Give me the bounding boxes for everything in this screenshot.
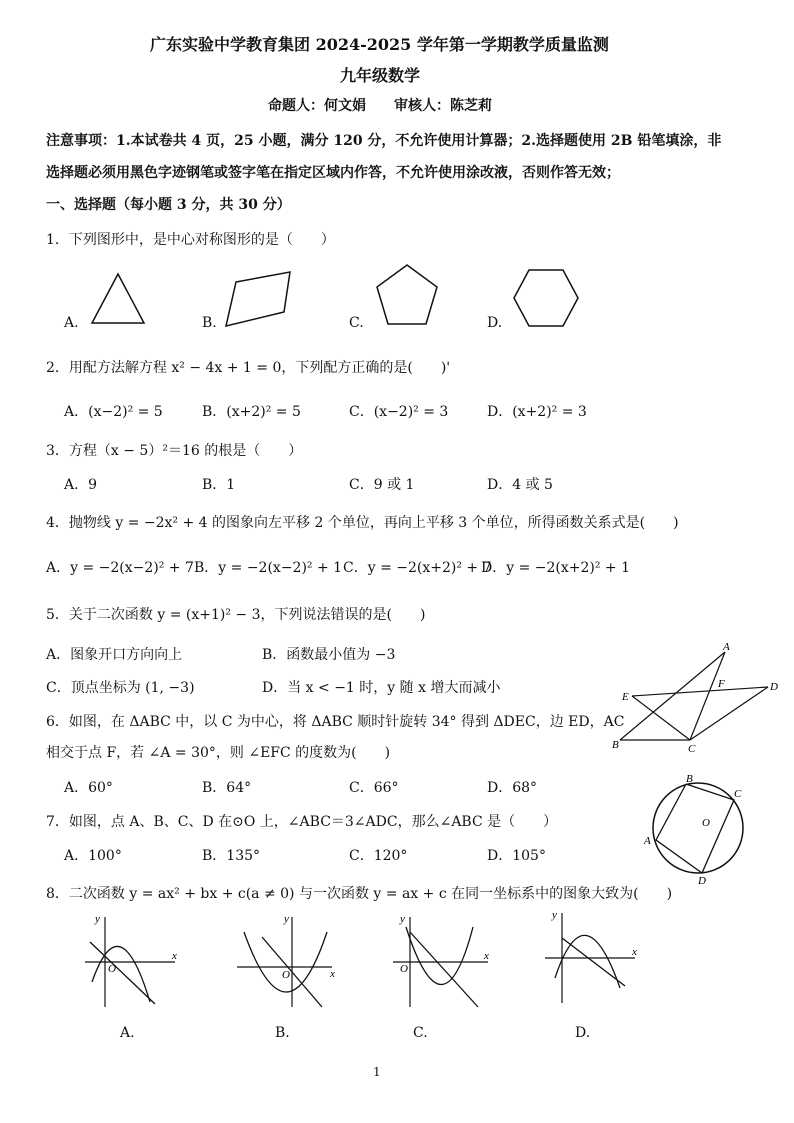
q8-b-x-label: x [330, 968, 335, 980]
q1-figure-pentagon [372, 262, 442, 332]
q8-stem: 8．二次函数 y = ax² + bx + c(a ≠ 0) 与一次函数 y = ax + c 在同一坐标系中的图象大致为( ) [46, 886, 673, 902]
q6-label-e: E [622, 691, 629, 703]
q7-label-d: D [698, 875, 706, 887]
q4-option-c: C．y = −2(x+2)² + 7 [343, 560, 492, 576]
q7-option-d: D．105° [487, 848, 546, 864]
notice-line-1: 注意事项：1.本试卷共 4 页，25 小题，满分 120 分，不允许使用计算器；2.选择题使用 2B 铅笔填涂，非 [46, 133, 722, 149]
q4-option-d: D．y = −2(x+2)² + 1 [481, 560, 631, 576]
q2-option-d: D．(x+2)² = 3 [487, 404, 587, 420]
q3-option-c: C．9 或 1 [349, 477, 415, 493]
q2-stem: 2．用配方法解方程 x² − 4x + 1 = 0，下列配方正确的是( )' [46, 360, 451, 376]
q8-option-b: B. [275, 1025, 290, 1041]
q6-geometry-figure [610, 640, 790, 755]
q1-stem: 1．下列图形中，是中心对称图形的是（ ） [46, 232, 335, 248]
q7-stem: 7．如图，点 A、B、C、D 在⊙O 上，∠ABC＝3∠ADC，那么∠ABC 是（ ） [46, 814, 558, 830]
q7-label-b: B [686, 773, 693, 785]
q8-c-y-label: y [400, 913, 405, 925]
q4-stem: 4．抛物线 y = −2x² + 4 的图象向左平移 2 个单位，再向上平移 3 个单位，所得函数关系式是( ) [46, 515, 679, 531]
q6-option-d: D．68° [487, 780, 538, 796]
q7-option-b: B．135° [202, 848, 261, 864]
q1-option-b: B. [202, 315, 217, 331]
section-heading: 一、选择题（每小题 3 分，共 30 分） [46, 197, 291, 213]
q1-figure-hexagon [512, 268, 580, 330]
q8-option-d: D. [575, 1025, 591, 1041]
q5-stem: 5．关于二次函数 y = (x+1)² − 3，下列说法错误的是( ) [46, 607, 426, 623]
notice-line-2: 选择题必须用黑色字迹钢笔或签字笔在指定区域内作答，不允许使用涂改液，否则作答无效； [46, 165, 620, 181]
q8-a-origin-label: O [108, 963, 116, 975]
q6-label-c: C [688, 743, 696, 755]
q1-option-a: A. [64, 315, 79, 331]
q8-graph-c [388, 912, 498, 1012]
q1-option-d: D. [487, 315, 503, 331]
q2-option-a: A．(x−2)² = 5 [64, 404, 163, 420]
q6-label-a: A [723, 641, 730, 653]
q8-d-y-label: y [552, 909, 557, 921]
q5-option-c: C．顶点坐标为 (1, −3) [46, 680, 195, 696]
q3-option-b: B．1 [202, 477, 236, 493]
q7-option-c: C．120° [349, 848, 408, 864]
q6-label-d: D [770, 681, 778, 693]
q8-option-a: A. [120, 1025, 135, 1041]
q1-option-c: C. [349, 315, 364, 331]
q8-graph-b [232, 912, 342, 1012]
q8-graph-a [80, 912, 180, 1012]
q7-circle-figure [640, 770, 760, 890]
q7-label-o: O [702, 817, 710, 829]
q5-option-b: B．函数最小值为 −3 [262, 647, 396, 663]
q6-label-f: F [718, 678, 725, 690]
q2-option-c: C．(x−2)² = 3 [349, 404, 449, 420]
exam-title: 广东实验中学教育集团 2024-2025 学年第一学期教学质量监测 [150, 35, 609, 54]
q6-stem-line-1: 6．如图，在 ΔABC 中，以 C 为中心，将 ΔABC 顺时针旋转 34° 得到 ΔDEC，边 ED，AC [46, 714, 625, 730]
q1-figure-quadrilateral [220, 268, 300, 328]
q3-option-d: D．4 或 5 [487, 477, 553, 493]
q6-option-c: C．66° [349, 780, 399, 796]
q8-c-x-label: x [484, 950, 489, 962]
exam-subtitle: 九年级数学 [340, 66, 421, 85]
q5-option-d: D．当 x < −1 时，y 随 x 增大而减小 [262, 680, 501, 696]
q6-stem-line-2: 相交于点 F，若 ∠A = 30°，则 ∠EFC 的度数为( ) [46, 745, 391, 761]
q4-option-a: A．y = −2(x−2)² + 7 [46, 560, 194, 576]
q8-d-x-label: x [632, 946, 637, 958]
q6-option-a: A．60° [64, 780, 113, 796]
exam-authors: 命题人：何文娟 审核人：陈芝莉 [268, 98, 492, 114]
q3-stem: 3．方程（x − 5）²＝16 的根是（ ） [46, 443, 303, 459]
q2-option-b: B．(x+2)² = 5 [202, 404, 301, 420]
q8-b-y-label: y [284, 913, 289, 925]
q8-a-x-label: x [172, 950, 177, 962]
q8-option-c: C. [413, 1025, 428, 1041]
q7-label-c: C [734, 788, 742, 800]
q6-label-b: B [612, 739, 619, 751]
q7-label-a: A [644, 835, 651, 847]
q8-graph-d [540, 908, 640, 1008]
q8-b-origin-label: O [282, 969, 290, 981]
q4-option-b: B．y = −2(x−2)² + 1 [194, 560, 343, 576]
q3-option-a: A．9 [64, 477, 98, 493]
q1-figure-triangle [88, 268, 148, 328]
q6-option-b: B．64° [202, 780, 252, 796]
q8-a-y-label: y [95, 913, 100, 925]
q8-c-origin-label: O [400, 963, 408, 975]
q5-option-a: A．图象开口方向向上 [46, 647, 183, 663]
q7-option-a: A．100° [64, 848, 122, 864]
page-number: 1 [373, 1065, 381, 1079]
